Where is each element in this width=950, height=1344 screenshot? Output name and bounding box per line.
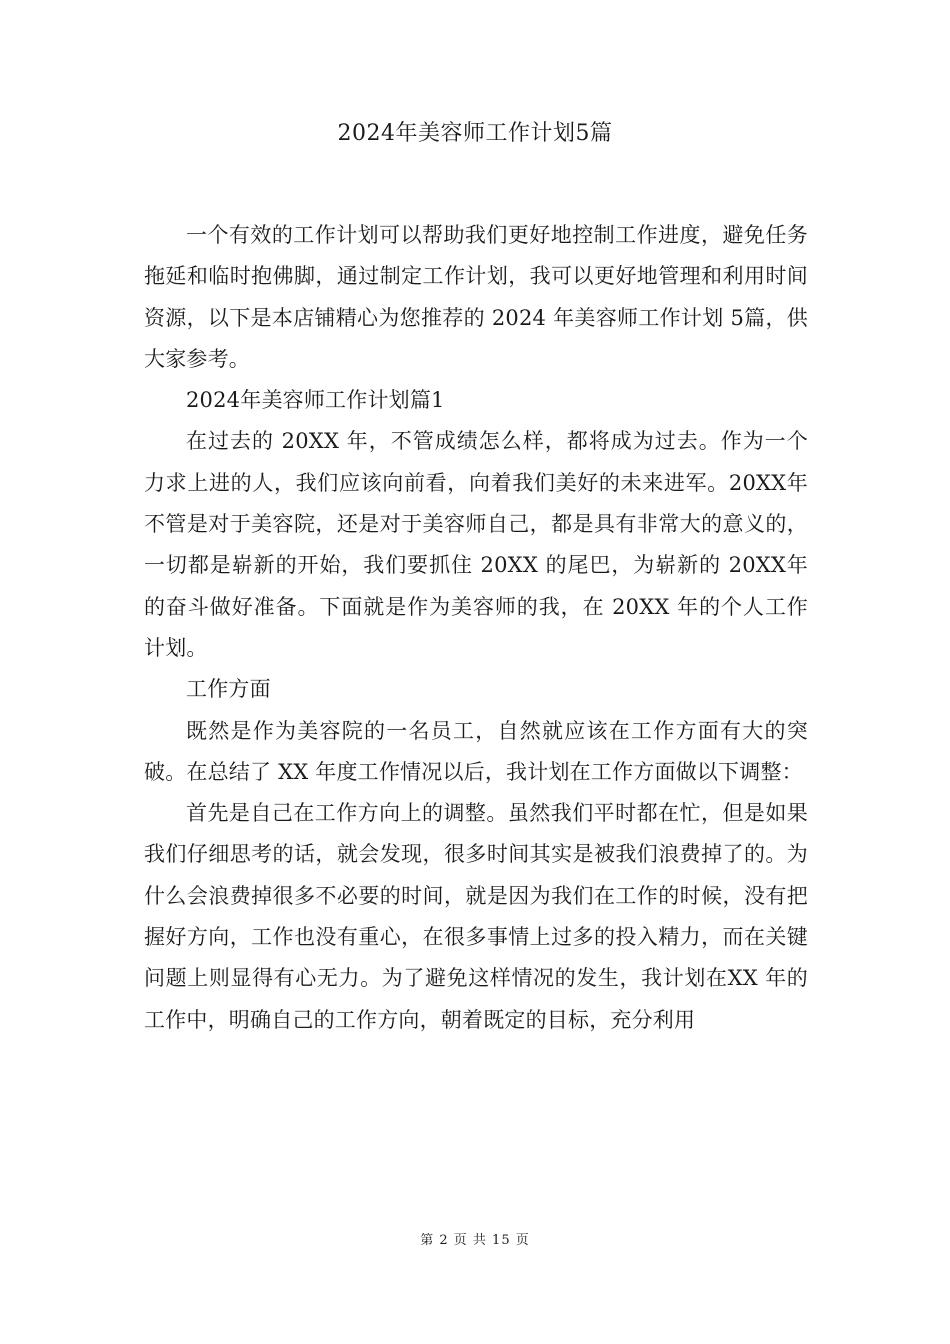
section-heading: 2024年美容师工作计划篇1 xyxy=(186,388,445,413)
body-paragraph: 首先是自己在工作方向上的调整。虽然我们平时都在忙，但是如果我们仔细思考的话，就会发现，很多时间其实是被我们浪费掉了的。为什么会浪费掉很多不必要的时间，就是因为我们在工作的时候，没有把握好方向，工作也没有重心，在很多事情上过多的投入精力，而在关键问题上则显得有心无力。为了避免这样情况的发生，我计划在XX 年的工作中，明确自己的工作方向，朝着既定的目标，充分利用 xyxy=(144,801,808,1032)
body-paragraph: 在过去的 20XX 年，不管成绩怎么样，都将成为过去。作为一个力求上进的人，我们应该向前看，向着我们美好的未来进军。20XX年不管是对于美容院，还是对于美容师自己，都是具有非常大的意义的，一切都是崭新的开始，我们要抓住 20XX 的尾巴，为崭新的 20XX年的奋斗做好准备。下面就是作为美容师的我，在 20XX 年的个人工作计划。 xyxy=(144,429,808,660)
intro-paragraph: 一个有效的工作计划可以帮助我们更好地控制工作进度，避免任务拖延和临时抱佛脚，通过制定工作计划，我可以更好地管理和利用时间资源，以下是本店铺精心为您推荐的 2024 年美容师工作计划 5篇，供大家参考。 xyxy=(144,223,808,371)
subsection-heading: 工作方面 xyxy=(186,677,271,702)
page-number-footer: 第 2 页 共 15 页 xyxy=(420,1233,530,1248)
body-paragraph: 既然是作为美容院的一名员工，自然就应该在工作方面有大的突破。在总结了 XX 年度工作情况以后，我计划在工作方面做以下调整： xyxy=(144,718,808,784)
document-title: 2024年美容师工作计划5篇 xyxy=(337,121,613,146)
document-body xyxy=(144,215,808,1041)
